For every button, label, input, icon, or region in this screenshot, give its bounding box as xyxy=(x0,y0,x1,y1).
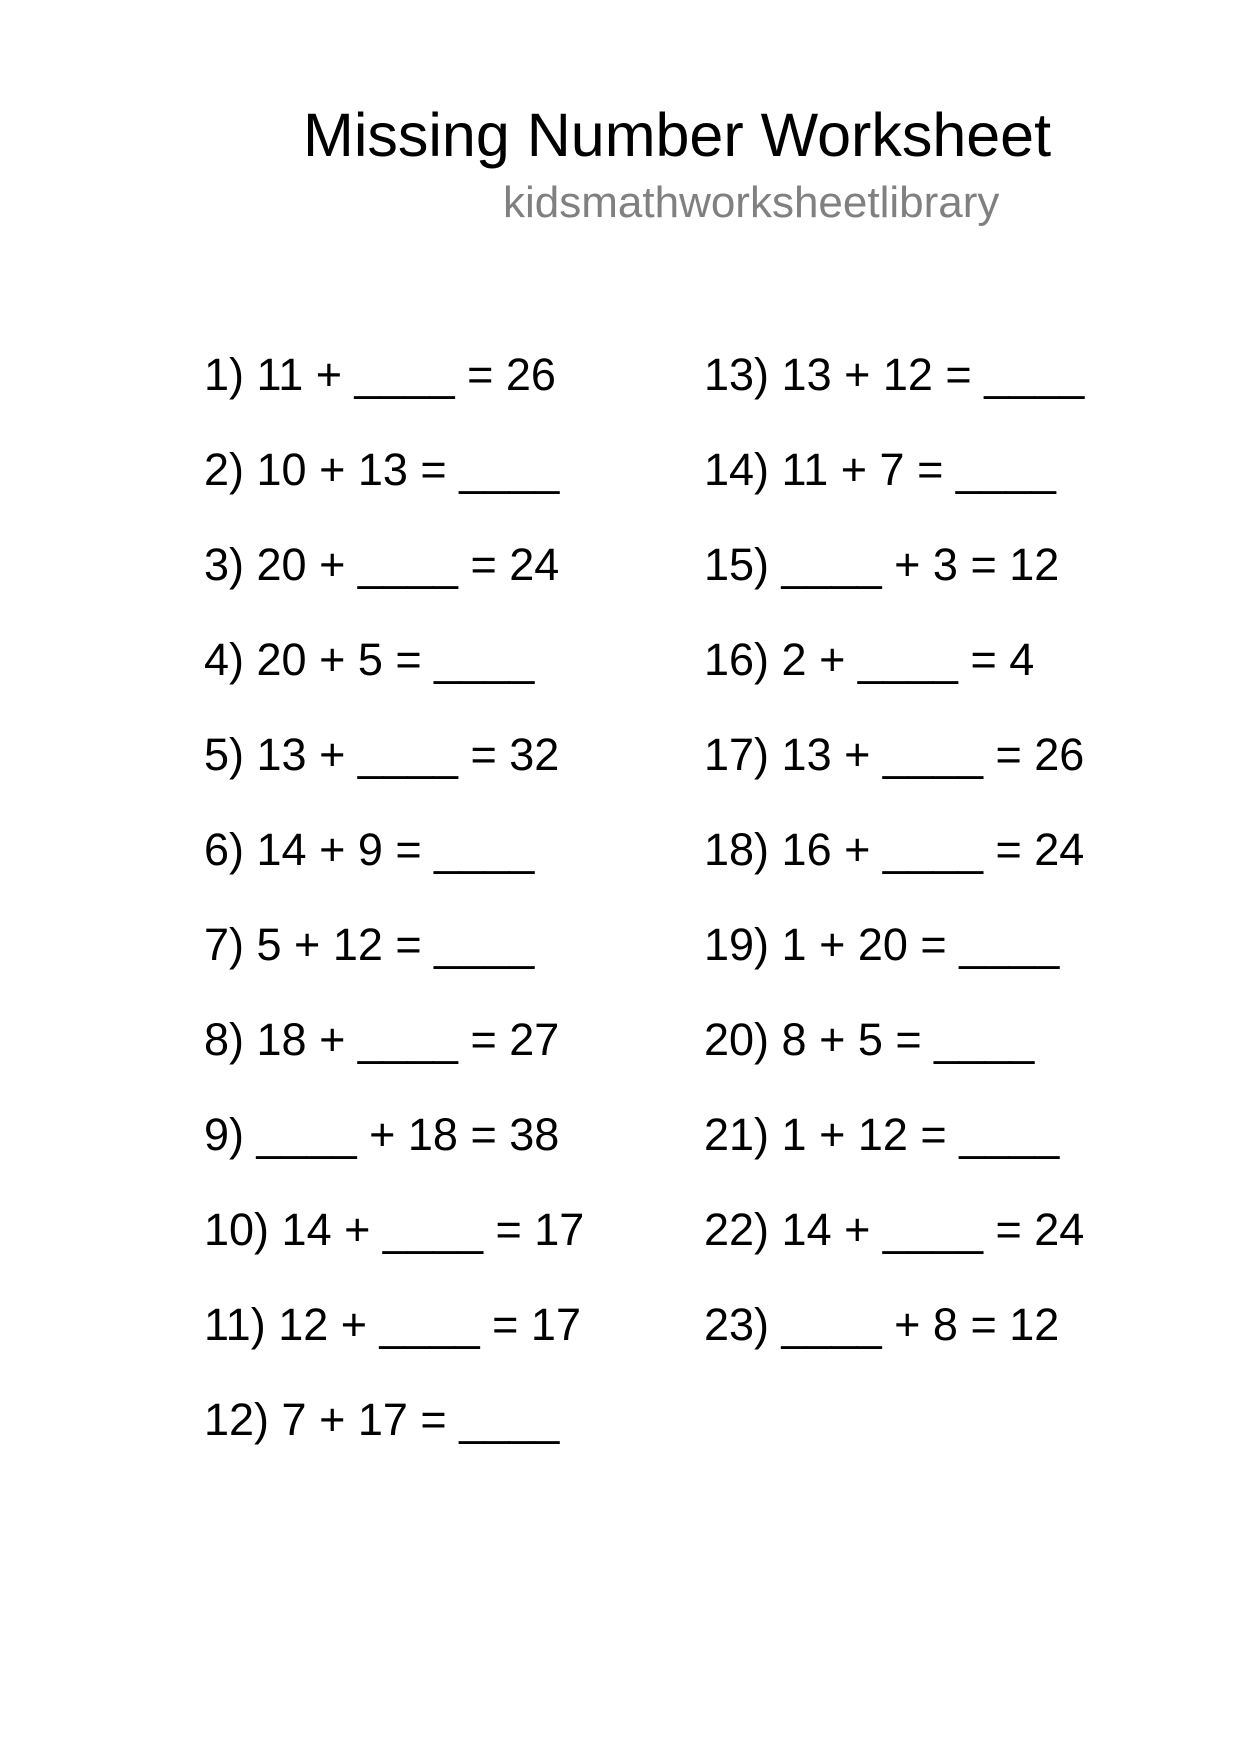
problem-4: 4) 20 + 5 = ____ xyxy=(204,634,535,685)
problems-column-right xyxy=(704,345,1084,1390)
problem-20: 20) 8 + 5 = ____ xyxy=(704,1014,1035,1065)
problem-5: 5) 13 + ____ = 32 xyxy=(204,729,560,780)
problem-8: 8) 18 + ____ = 27 xyxy=(204,1014,560,1065)
problem-23: 23) ____ + 8 = 12 xyxy=(704,1299,1060,1350)
problem-14: 14) 11 + 7 = ____ xyxy=(704,444,1056,495)
problem-15: 15) ____ + 3 = 12 xyxy=(704,539,1060,590)
problem-12: 12) 7 + 17 = ____ xyxy=(204,1394,560,1445)
problem-17: 17) 13 + ____ = 26 xyxy=(704,729,1085,780)
worksheet-title: Missing Number Worksheet xyxy=(303,101,1052,169)
problem-10: 10) 14 + ____ = 17 xyxy=(204,1204,585,1255)
problem-21: 21) 1 + 12 = ____ xyxy=(704,1109,1060,1160)
problem-9: 9) ____ + 18 = 38 xyxy=(204,1109,560,1160)
problem-19: 19) 1 + 20 = ____ xyxy=(704,919,1060,970)
problem-6: 6) 14 + 9 = ____ xyxy=(204,824,535,875)
problem-16: 16) 2 + ____ = 4 xyxy=(704,634,1035,685)
problem-7: 7) 5 + 12 = ____ xyxy=(204,919,535,970)
worksheet-subtitle: kidsmathworksheetlibrary xyxy=(503,178,1000,227)
problem-18: 18) 16 + ____ = 24 xyxy=(704,824,1085,875)
problem-2: 2) 10 + 13 = ____ xyxy=(204,444,560,495)
problem-3: 3) 20 + ____ = 24 xyxy=(204,539,560,590)
problem-1: 1) 11 + ____ = 26 xyxy=(204,349,556,400)
problem-22: 22) 14 + ____ = 24 xyxy=(704,1204,1085,1255)
problem-13: 13) 13 + 12 = ____ xyxy=(704,349,1085,400)
problems-column-left xyxy=(204,345,584,1485)
problem-11: 11) 12 + ____ = 17 xyxy=(204,1299,581,1350)
